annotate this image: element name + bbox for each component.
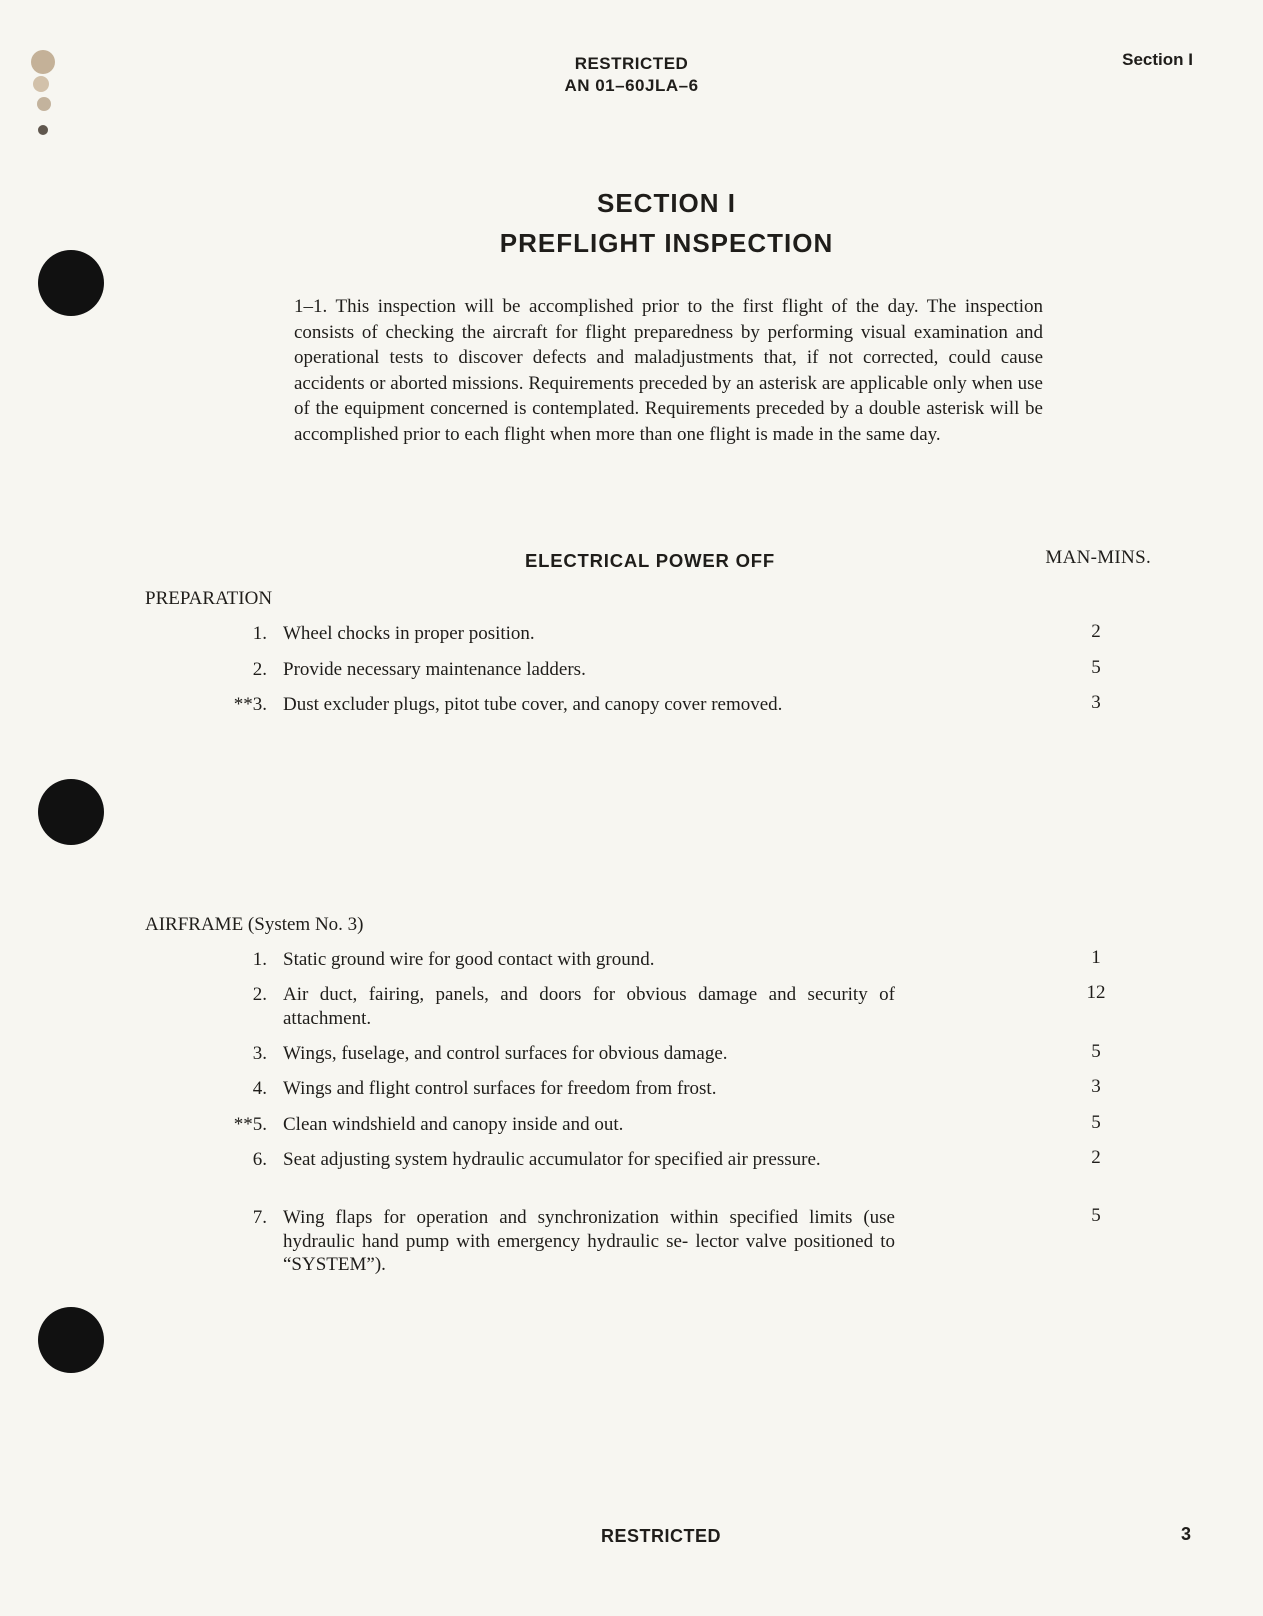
item-man-mins: 5: [1091, 1041, 1101, 1062]
footer-classification: RESTRICTED: [600, 1526, 721, 1546]
item-number: 4.: [252, 1078, 267, 1099]
item-man-mins: 2: [1091, 621, 1101, 642]
item-man-mins: 5: [1091, 1205, 1101, 1226]
group-title-preparation: PREPARATION: [145, 588, 273, 609]
item-text: Air duct, fairing, panels, and doors for obvious damage and security of attachment.: [283, 984, 895, 1029]
subheading: ELECTRICAL POWER OFF: [525, 550, 775, 571]
item-text: Wings, fuselage, and control surfaces for obvious damage.: [283, 1043, 728, 1064]
section-title: SECTION I: [596, 188, 736, 218]
item-man-mins: 12: [1086, 982, 1106, 1003]
item-number: 2.: [252, 659, 267, 680]
column-header-man-mins: MAN-MINS.: [1045, 547, 1151, 568]
item-man-mins: 5: [1091, 657, 1101, 678]
punch-hole-top: [38, 250, 104, 316]
item-number: 3.: [252, 1043, 267, 1064]
item-number: 2.: [252, 984, 267, 1005]
item-text: Wings and flight control surfaces for freedom from frost.: [283, 1078, 717, 1099]
item-number: **3.: [233, 694, 267, 715]
item-text: Wheel chocks in proper position.: [283, 623, 535, 644]
item-man-mins: 3: [1091, 692, 1101, 713]
item-text: Clean windshield and canopy inside and out.: [283, 1114, 624, 1135]
item-man-mins: 2: [1091, 1147, 1101, 1168]
item-number: 1.: [252, 623, 267, 644]
page-number: 3: [1181, 1524, 1192, 1544]
item-number: 1.: [252, 949, 267, 970]
item-text: Dust excluder plugs, pitot tube cover, and canopy cover removed.: [283, 694, 783, 715]
section-subtitle: PREFLIGHT INSPECTION: [499, 228, 834, 258]
item-man-mins: 5: [1091, 1112, 1101, 1133]
header-classification: RESTRICTED: [574, 54, 689, 73]
header-section-tag: Section I: [1122, 50, 1193, 69]
item-text: Seat adjusting system hydraulic accumulator for specified air pressure.: [283, 1149, 821, 1170]
item-man-mins: 3: [1091, 1076, 1101, 1097]
item-text: Static ground wire for good contact with ground.: [283, 949, 655, 970]
item-text: Wing flaps for operation and synchronization within specified limits (use hydraulic hand pump with emergency hydraulic se- lector valve positioned to “SYSTEM”).: [283, 1207, 895, 1275]
item-number: **5.: [233, 1114, 267, 1135]
punch-hole-middle: [38, 779, 104, 845]
punch-hole-bottom: [38, 1307, 104, 1373]
item-man-mins: 1: [1091, 947, 1101, 968]
item-number: 7.: [252, 1207, 267, 1228]
group-title-airframe: AIRFRAME (System No. 3): [145, 914, 364, 935]
intro-paragraph: 1–1. This inspection will be accomplished prior to the first flight of the day. The inspection consists of checking the aircraft for flight preparedness by performing visual examination and operational tests to discover defects and maladjustments that, if not corrected, could cause accidents or aborted missions. Requirements preceded by an asterisk are applicable only when use of the equipment concerned is contemplated. Requirements preceded by a double asterisk will be accomplished prior to each flight when more than one flight is made in the same day.: [294, 296, 1043, 445]
item-text: Provide necessary maintenance ladders.: [283, 659, 586, 680]
item-number: 6.: [252, 1149, 267, 1170]
header-doc-number: AN 01–60JLA–6: [564, 76, 699, 95]
